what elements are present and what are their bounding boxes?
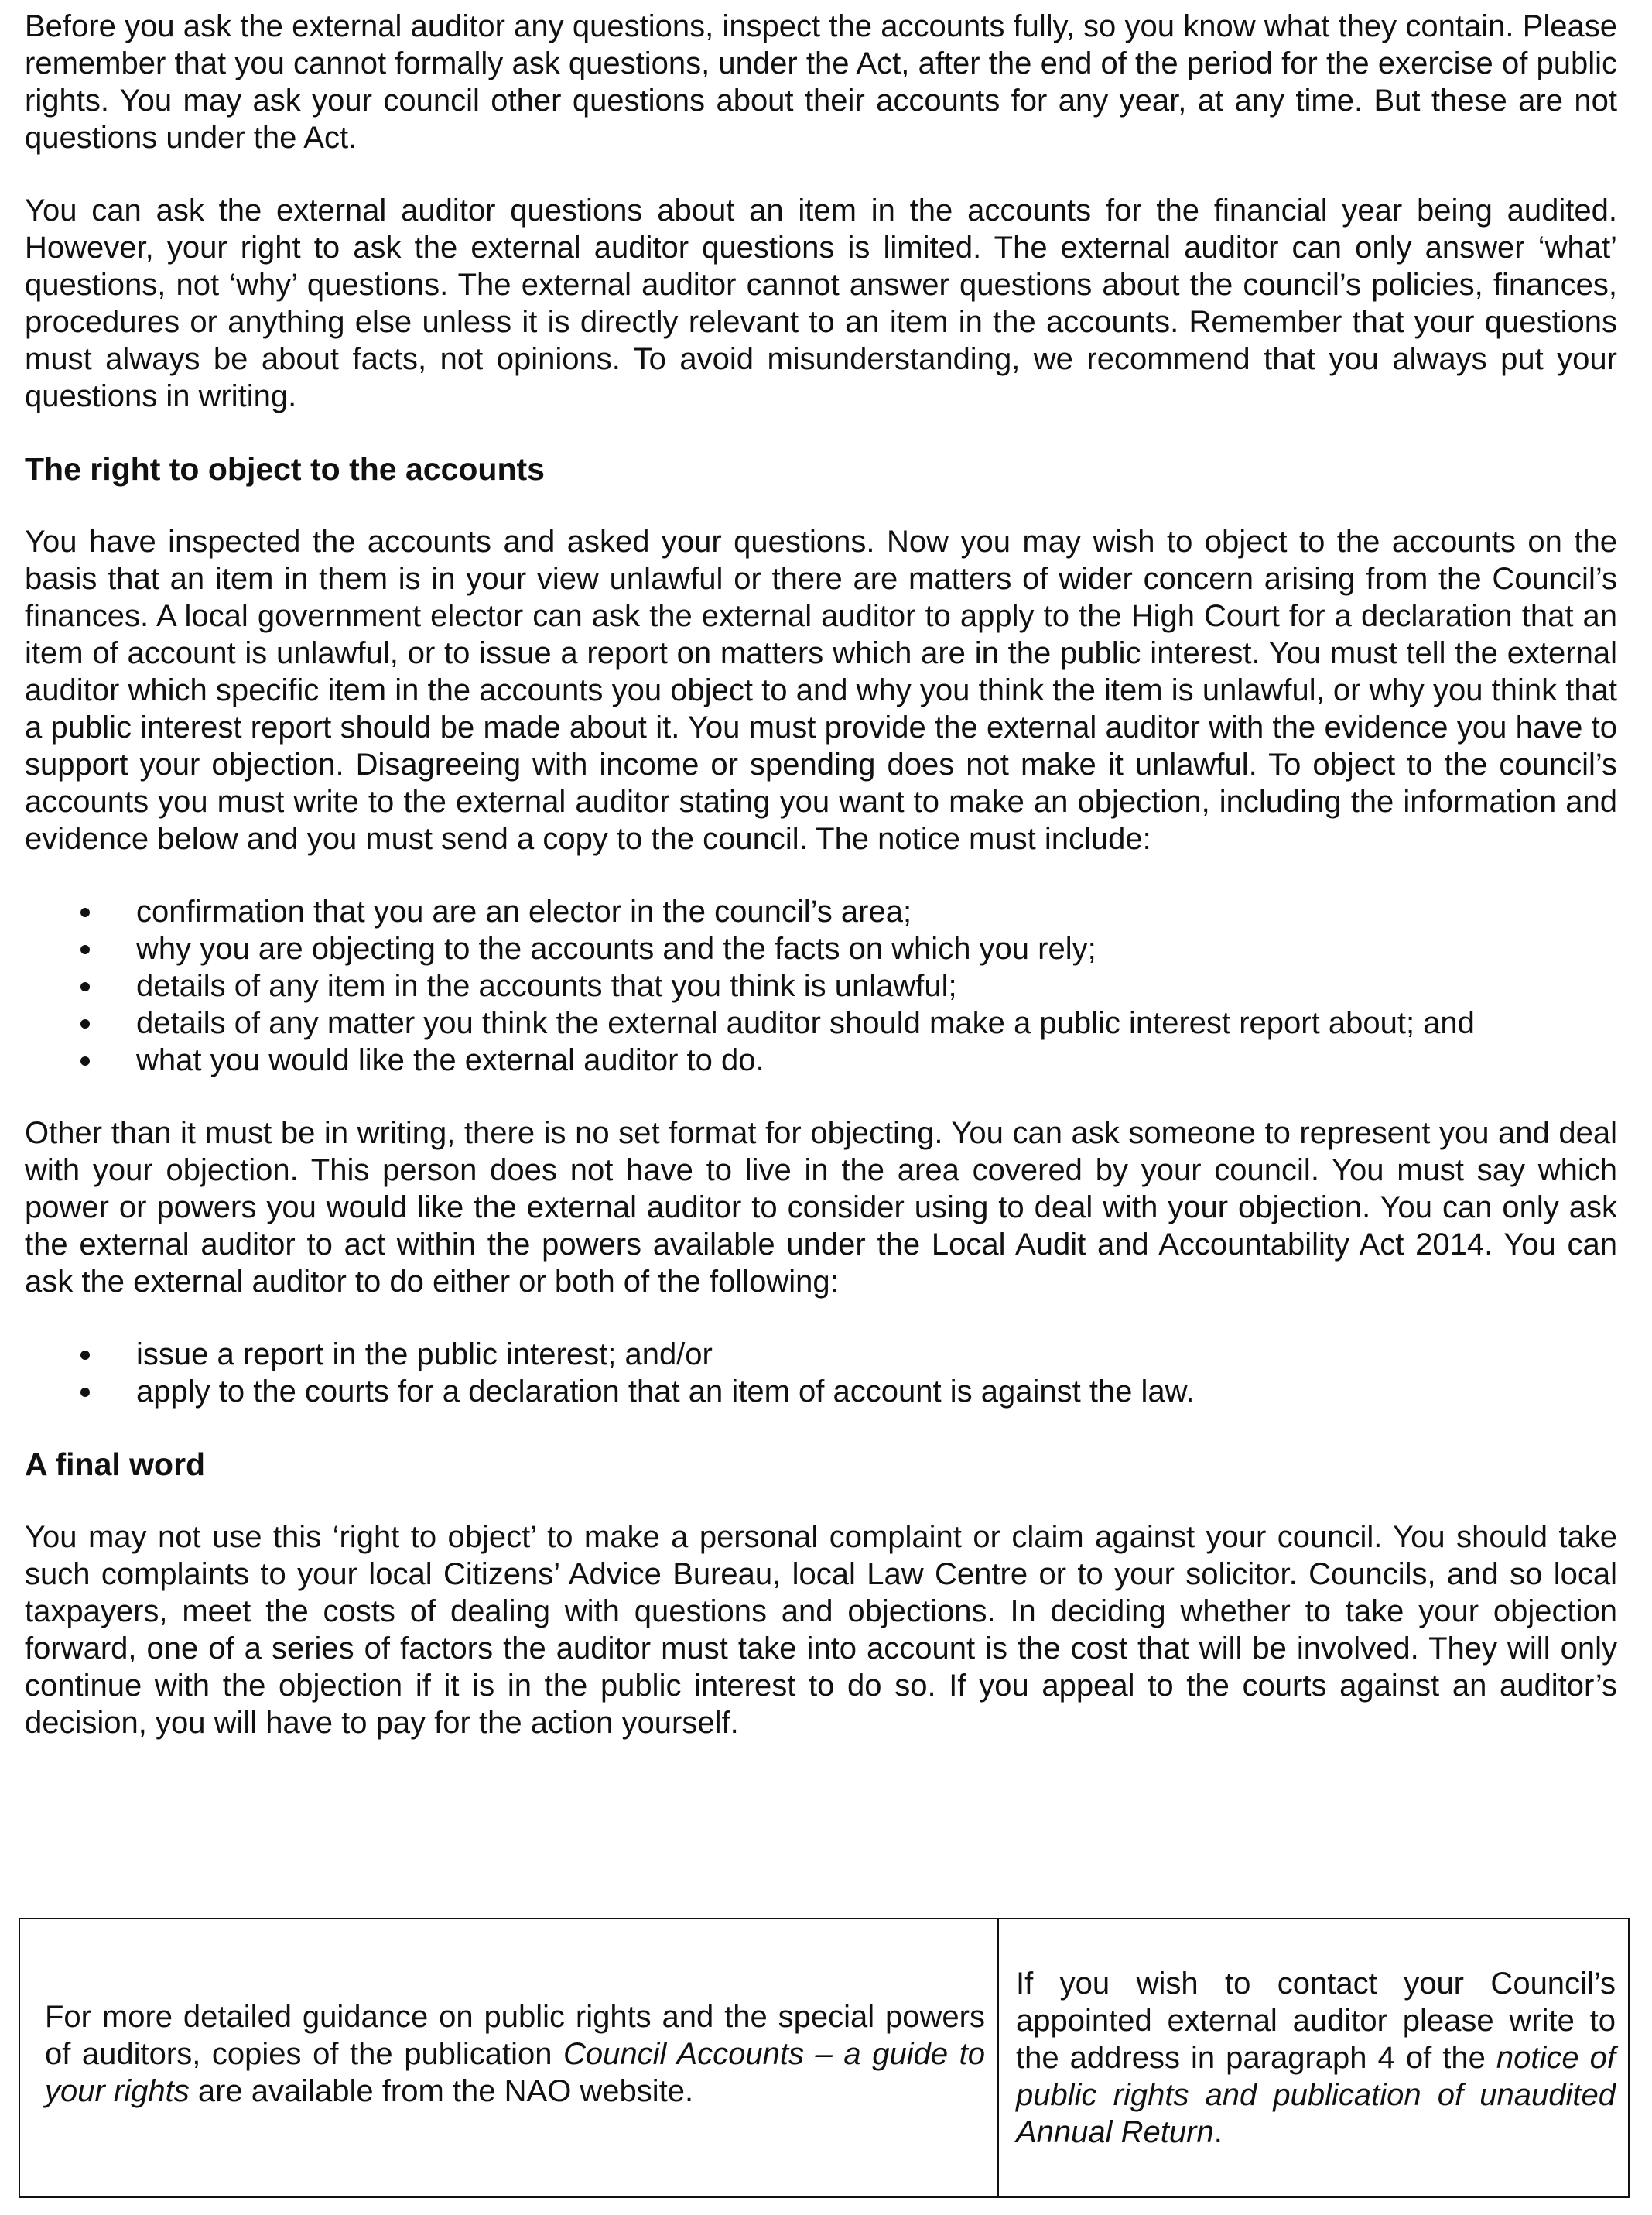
bullet-icon	[80, 982, 90, 991]
list-item-text: details of any matter you think the external auditor should make a public interest report about; and	[136, 1006, 1475, 1040]
info-box	[19, 1918, 1630, 2198]
list-item-text: why you are objecting to the accounts and the facts on which you rely;	[136, 932, 1096, 966]
intro-paragraph-1: Before you ask the external auditor any questions, inspect the accounts fully, so you know what they contain. Please remember that you cannot formally ask questions, under the Act, after the end of the period for the exercise of public rights. You may ask your council other questions about their accounts for any year, at any time. But these are not questions under the Act.	[25, 9, 1617, 155]
right-to-object-paragraph: You have inspected the accounts and asked your questions. Now you may wish to object to the accounts on the basis that an item in them is in your view unlawful or there are matters of wider concern arising from the Council’s finances. A local government elector can ask the external auditor to apply to the High Court for a declaration that an item of account is unlawful, or to issue a report on matters which are in the public interest. You must tell the external auditor which specific item in the accounts you object to and why you think the item is unlawful, or why you think that a public interest report should be made about it. You must provide the external auditor with the evidence you have to support your objection. Disagreeing with income or spending does not make it unlawful. To object to the council’s accounts you must write to the external auditor stating you want to make an objection, including the information and evidence below and you must send a copy to the council. The notice must include:	[25, 525, 1617, 856]
list-item	[25, 1373, 1617, 1410]
list-item	[25, 967, 1617, 1005]
bullet-icon	[80, 1056, 90, 1066]
list-item	[25, 893, 1617, 930]
bullet-icon	[80, 908, 90, 917]
list-item-text: details of any item in the accounts that you think is unlawful;	[136, 969, 957, 1003]
bullet-icon	[80, 1388, 90, 1397]
list-item-text: confirmation that you are an elector in the council’s area;	[136, 895, 912, 929]
list-item-text: issue a report in the public interest; and/or	[136, 1337, 713, 1371]
bullet-icon	[80, 945, 90, 954]
auditor-contact-text	[1016, 1965, 1616, 2151]
guidance-text-start: For more detailed guidance on public rights and the special powers of auditors, copies of the publication	[45, 2000, 985, 2071]
auditor-powers-list	[25, 1336, 1617, 1410]
auditor-contact-text-start: If you wish to contact your Council’s appointed external auditor please write to the address in paragraph 4 of the	[1016, 1967, 1616, 2075]
list-item	[25, 930, 1617, 967]
guidance-text-end: are available from the NAO website.	[189, 2074, 694, 2108]
right-to-object-heading: The right to object to the accounts	[25, 451, 545, 487]
list-item-text: apply to the courts for a declaration that an item of account is against the law.	[136, 1375, 1195, 1409]
guidance-cell	[20, 1919, 999, 2196]
guidance-text	[45, 1998, 985, 2110]
publication-title: Council Accounts – a guide to your rights	[45, 2037, 986, 2108]
notice-title: notice of public rights and publication of unaudited Annual Return	[1016, 2041, 1616, 2149]
list-item	[25, 1042, 1617, 1079]
notice-requirements-list	[25, 893, 1617, 1079]
auditor-contact-cell	[999, 1919, 1628, 2196]
list-item-text: what you would like the external auditor to do.	[136, 1043, 764, 1077]
document-page	[25, 8, 1617, 1777]
auditor-contact-text-end: .	[1213, 2115, 1223, 2149]
intro-paragraph-2: You can ask the external auditor questions about an item in the accounts for the financial year being audited. However, your right to ask the external auditor questions is limited. The external auditor can only answer ‘what’ questions, not ‘why’ questions. The external auditor cannot answer questions about the council’s policies, finances, procedures or anything else unless it is directly relevant to an item in the accounts. Remember that your questions must always be about facts, not opinions. To avoid misunderstanding, we recommend that you always put your questions in writing.	[25, 193, 1617, 413]
objection-format-paragraph: Other than it must be in writing, there is no set format for objecting. You can ask someone to represent you and deal with your objection. This person does not have to live in the area covered by your council. You must say which power or powers you would like the external auditor to consider using to deal with your objection. You can only ask the external auditor to act within the powers available under the Local Audit and Accountability Act 2014. You can ask the external auditor to do either or both of the following:	[25, 1116, 1617, 1299]
list-item	[25, 1336, 1617, 1373]
final-word-paragraph: You may not use this ‘right to object’ to make a personal complaint or claim against your council. You should take such complaints to your local Citizens’ Advice Bureau, local Law Centre or to your solicitor. Councils, and so local taxpayers, meet the costs of dealing with questions and objections. In deciding whether to take your objection forward, one of a series of factors the auditor must take into account is the cost that will be involved. They will only continue with the objection if it is in the public interest to do so. If you appeal to the courts against an auditor’s decision, you will have to pay for the action yourself.	[25, 1520, 1617, 1740]
list-item	[25, 1005, 1617, 1042]
final-word-heading: A final word	[25, 1446, 206, 1482]
bullet-icon	[80, 1351, 90, 1360]
bullet-icon	[80, 1019, 90, 1029]
